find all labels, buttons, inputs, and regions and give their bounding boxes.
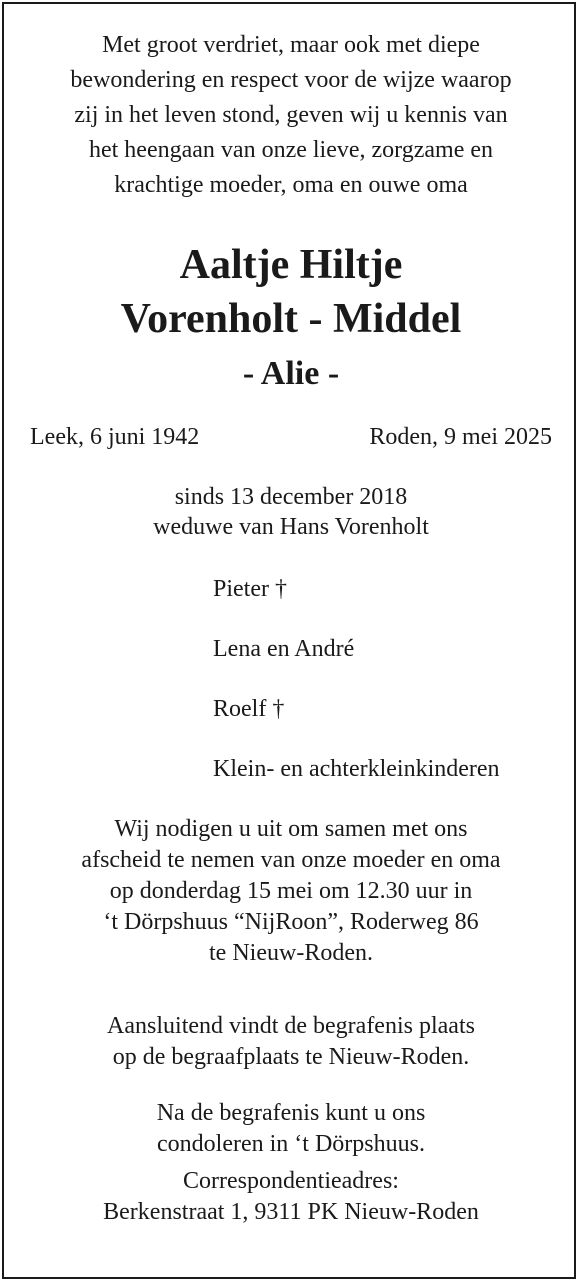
- invitation-line: te Nieuw-Roden.: [209, 940, 373, 966]
- invitation-line: op donderdag 15 mei om 12.30 uur in: [109, 878, 473, 904]
- invitation-line: afscheid te nemen van onze moeder en oma: [81, 847, 501, 873]
- death-place-date: Roden, 9 mei 2025: [369, 424, 552, 450]
- family-member: Klein- en achterkleinkinderen: [213, 756, 500, 782]
- burial-line: op de begraafplaats te Nieuw-Roden.: [112, 1044, 470, 1070]
- intro-line: krachtige moeder, oma en ouwe oma: [114, 172, 468, 198]
- given-names: Aaltje Hiltje: [179, 242, 403, 288]
- burial-text: [0, 1011, 582, 1073]
- condolence-line: Na de begrafenis kunt u ons: [156, 1100, 426, 1126]
- condolence-line: condoleren in ‘t Dörpshuus.: [157, 1131, 425, 1157]
- birth-place-date: Leek, 6 juni 1942: [30, 424, 200, 450]
- correspondence-address: [0, 1166, 582, 1228]
- intro-line: Met groot verdriet, maar ook met diepe: [102, 32, 480, 58]
- condolence-text: [0, 1098, 582, 1160]
- family-member: Lena en André: [213, 636, 355, 662]
- widow-line: weduwe van Hans Vorenholt: [153, 514, 429, 540]
- invitation-line: ‘t Dörpshuus “NijRoon”, Roderweg 86: [103, 909, 479, 935]
- widow-line: sinds 13 december 2018: [174, 484, 408, 510]
- invitation-line: Wij nodigen u uit om samen met ons: [114, 816, 468, 842]
- family-member: Roelf †: [213, 696, 285, 722]
- nickname: - Alie -: [242, 355, 340, 392]
- intro-line: zij in het leven stond, geven wij u kennis van: [74, 102, 508, 128]
- intro-line: bewondering en respect voor de wijze waarop: [70, 67, 512, 93]
- invitation-text: [0, 814, 582, 969]
- address-line: Berkenstraat 1, 9311 PK Nieuw-Roden: [103, 1199, 479, 1225]
- intro-text: [0, 28, 582, 203]
- widow-statement: [0, 482, 582, 542]
- family-list: [213, 574, 500, 814]
- intro-line: het heengaan van onze lieve, zorgzame en: [88, 137, 493, 163]
- family-member: Pieter †: [213, 576, 287, 602]
- surnames: Vorenholt - Middel: [120, 296, 462, 342]
- deceased-name: [0, 238, 582, 346]
- burial-line: Aansluitend vindt de begrafenis plaats: [107, 1013, 475, 1039]
- address-label: Correspondentieadres:: [183, 1168, 399, 1194]
